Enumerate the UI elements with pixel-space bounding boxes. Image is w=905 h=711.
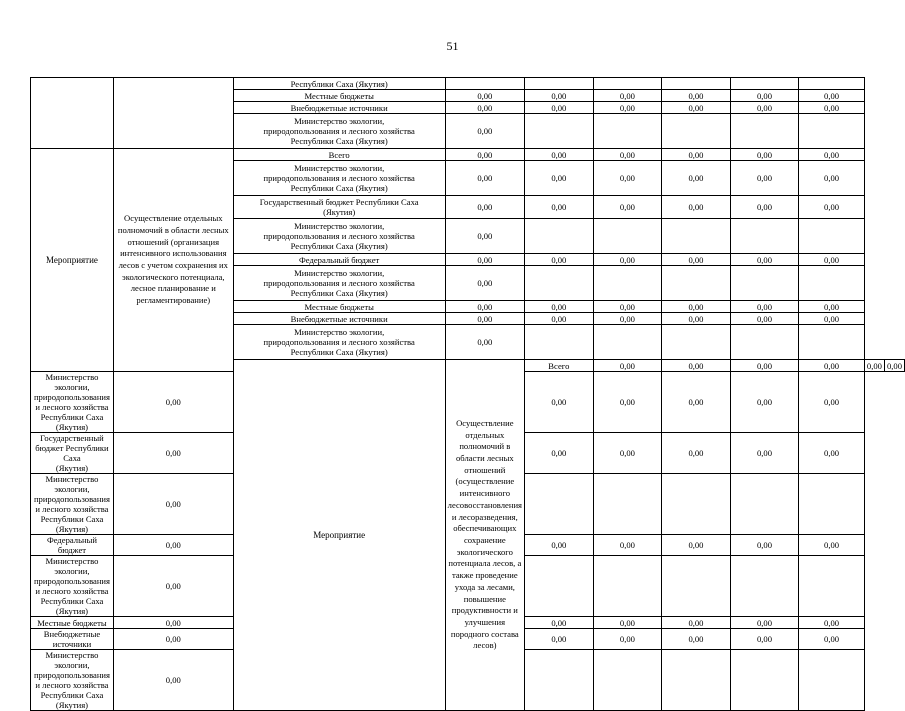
source-cell: Всего [525, 360, 594, 372]
source-cell: Федеральный бюджет [31, 535, 114, 556]
value-cell: 0,00 [799, 301, 865, 313]
value-cell: 0,00 [593, 360, 662, 372]
value-cell: 0,00 [525, 254, 594, 266]
type-cell [31, 78, 114, 149]
value-cell: 0,00 [730, 535, 799, 556]
value-cell: 0,00 [730, 102, 799, 114]
value-cell: 0,00 [445, 161, 524, 196]
value-cell: 0,00 [593, 196, 662, 219]
value-cell: 0,00 [113, 629, 233, 650]
source-cell: Местные бюджеты [31, 617, 114, 629]
source-cell: Всего [233, 149, 445, 161]
value-cell: 0,00 [730, 301, 799, 313]
value-cell: 0,00 [799, 535, 865, 556]
value-cell: 0,00 [445, 325, 524, 360]
value-cell: 0,00 [730, 313, 799, 325]
activity-description-cell: Осуществление отдельных полномочий в области лесных отношений (организация интенсивного использования лесов с учетом сохранения их экологического потенциала, лесное планирование и регламентирование) [113, 149, 233, 372]
value-cell: 0,00 [799, 90, 865, 102]
value-cell: 0,00 [730, 254, 799, 266]
value-cell: 0,00 [113, 474, 233, 535]
value-cell: 0,00 [799, 313, 865, 325]
value-cell: 0,00 [662, 90, 731, 102]
source-cell: Министерство экологии, природопользования и лесного хозяйства Республики Саха (Якутия) [233, 325, 445, 360]
value-cell: 0,00 [662, 535, 731, 556]
value-cell: 0,00 [593, 372, 662, 433]
value-cell: 0,00 [799, 161, 865, 196]
budget-table [30, 77, 905, 711]
value-cell: 0,00 [445, 102, 524, 114]
source-cell: Министерство экологии, природопользования и лесного хозяйства Республики Саха (Якутия) [233, 114, 445, 149]
value-cell: 0,00 [445, 266, 524, 301]
source-cell: Внебюджетные источники [233, 102, 445, 114]
value-cell: 0,00 [593, 301, 662, 313]
value-cell: 0,00 [445, 149, 524, 161]
source-cell: Министерство экологии, природопользования и лесного хозяйства Республики Саха (Якутия) [31, 474, 114, 535]
value-cell: 0,00 [864, 360, 884, 372]
value-cell: 0,00 [113, 535, 233, 556]
value-cell: 0,00 [884, 360, 904, 372]
value-cell: 0,00 [525, 535, 594, 556]
source-cell: Внебюджетные источники [233, 313, 445, 325]
value-cell: 0,00 [445, 114, 524, 149]
value-cell: 0,00 [113, 650, 233, 711]
value-cell: 0,00 [662, 102, 731, 114]
source-cell: Внебюджетные источники [31, 629, 114, 650]
value-cell: 0,00 [799, 629, 865, 650]
value-cell: 0,00 [445, 219, 524, 254]
value-cell: 0,00 [525, 433, 594, 474]
value-cell: 0,00 [445, 313, 524, 325]
value-cell: 0,00 [799, 149, 865, 161]
value-cell: 0,00 [445, 196, 524, 219]
value-cell: 0,00 [662, 617, 731, 629]
value-cell: 0,00 [113, 372, 233, 433]
value-cell: 0,00 [730, 196, 799, 219]
value-cell: 0,00 [799, 617, 865, 629]
value-cell: 0,00 [525, 196, 594, 219]
value-cell: 0,00 [525, 149, 594, 161]
value-cell: 0,00 [662, 313, 731, 325]
value-cell: 0,00 [113, 617, 233, 629]
value-cell: 0,00 [662, 196, 731, 219]
value-cell: 0,00 [730, 161, 799, 196]
value-cell: 0,00 [799, 372, 865, 433]
value-cell: 0,00 [113, 556, 233, 617]
page-number: 51 [446, 39, 459, 53]
value-cell: 0,00 [593, 90, 662, 102]
source-cell: Местные бюджеты [233, 301, 445, 313]
source-cell: Министерство экологии, природопользования и лесного хозяйства Республики Саха (Якутия) [233, 266, 445, 301]
value-cell: 0,00 [593, 629, 662, 650]
source-cell: Министерство экологии, природопользования и лесного хозяйства Республики Саха (Якутия) [233, 161, 445, 196]
value-cell: 0,00 [445, 301, 524, 313]
activity-type-cell: Мероприятие [233, 360, 445, 711]
value-cell: 0,00 [730, 617, 799, 629]
source-cell: Местные бюджеты [233, 90, 445, 102]
value-cell: 0,00 [593, 313, 662, 325]
value-cell: 0,00 [730, 149, 799, 161]
value-cell: 0,00 [730, 433, 799, 474]
value-cell: 0,00 [799, 360, 865, 372]
value-cell: 0,00 [662, 149, 731, 161]
value-cell: 0,00 [593, 433, 662, 474]
value-cell: 0,00 [799, 196, 865, 219]
value-cell: 0,00 [525, 161, 594, 196]
value-cell: 0,00 [525, 90, 594, 102]
value-cell: 0,00 [662, 629, 731, 650]
source-cell: Министерство экологии, природопользования и лесного хозяйства Республики Саха (Якутия) [31, 556, 114, 617]
value-cell: 0,00 [662, 161, 731, 196]
value-cell: 0,00 [445, 90, 524, 102]
value-cell: 0,00 [799, 433, 865, 474]
value-cell: 0,00 [799, 102, 865, 114]
value-cell: 0,00 [662, 360, 731, 372]
value-cell: 0,00 [730, 629, 799, 650]
value-cell: 0,00 [662, 254, 731, 266]
source-cell: Министерство экологии, природопользования и лесного хозяйства Республики Саха (Якутия) [233, 219, 445, 254]
value-cell: 0,00 [525, 301, 594, 313]
value-cell: 0,00 [662, 433, 731, 474]
value-cell: 0,00 [525, 617, 594, 629]
value-cell: 0,00 [730, 372, 799, 433]
source-cell: Государственный бюджет Республики Саха (Якутия) [233, 196, 445, 219]
value-cell: 0,00 [593, 149, 662, 161]
value-cell: 0,00 [593, 161, 662, 196]
value-cell: 0,00 [593, 254, 662, 266]
value-cell: 0,00 [525, 313, 594, 325]
source-cell: Министерство экологии, природопользования и лесного хозяйства Республики Саха (Якутия) [31, 372, 114, 433]
value-cell: 0,00 [525, 102, 594, 114]
activity-description-cell: Осуществление отдельных полномочий в области лесных отношений (осуществление интенсивного лесовосстановления и лесоразведения, обеспечивающих сохранение экологического потенциала лесов, а также проведение ухода за лесами, повышение продуктивности и улучшения породного состава лесов) [445, 360, 524, 711]
value-cell: 0,00 [593, 535, 662, 556]
value-cell: 0,00 [662, 301, 731, 313]
description-cell [113, 78, 233, 149]
value-cell: 0,00 [525, 629, 594, 650]
value-cell: 0,00 [113, 433, 233, 474]
value-cell: 0,00 [662, 372, 731, 433]
activity-type-cell: Мероприятие [31, 149, 114, 372]
value-cell: 0,00 [525, 372, 594, 433]
source-cell: Республики Саха (Якутия) [233, 78, 445, 90]
source-cell: Министерство экологии, природопользования и лесного хозяйства Республики Саха (Якутия) [31, 650, 114, 711]
value-cell: 0,00 [593, 617, 662, 629]
source-cell: Федеральный бюджет [233, 254, 445, 266]
value-cell: 0,00 [593, 102, 662, 114]
value-cell: 0,00 [445, 254, 524, 266]
value-cell: 0,00 [730, 90, 799, 102]
source-cell: Государственный бюджет Республики Саха (Якутия) [31, 433, 114, 474]
value-cell: 0,00 [730, 360, 799, 372]
value-cell: 0,00 [799, 254, 865, 266]
